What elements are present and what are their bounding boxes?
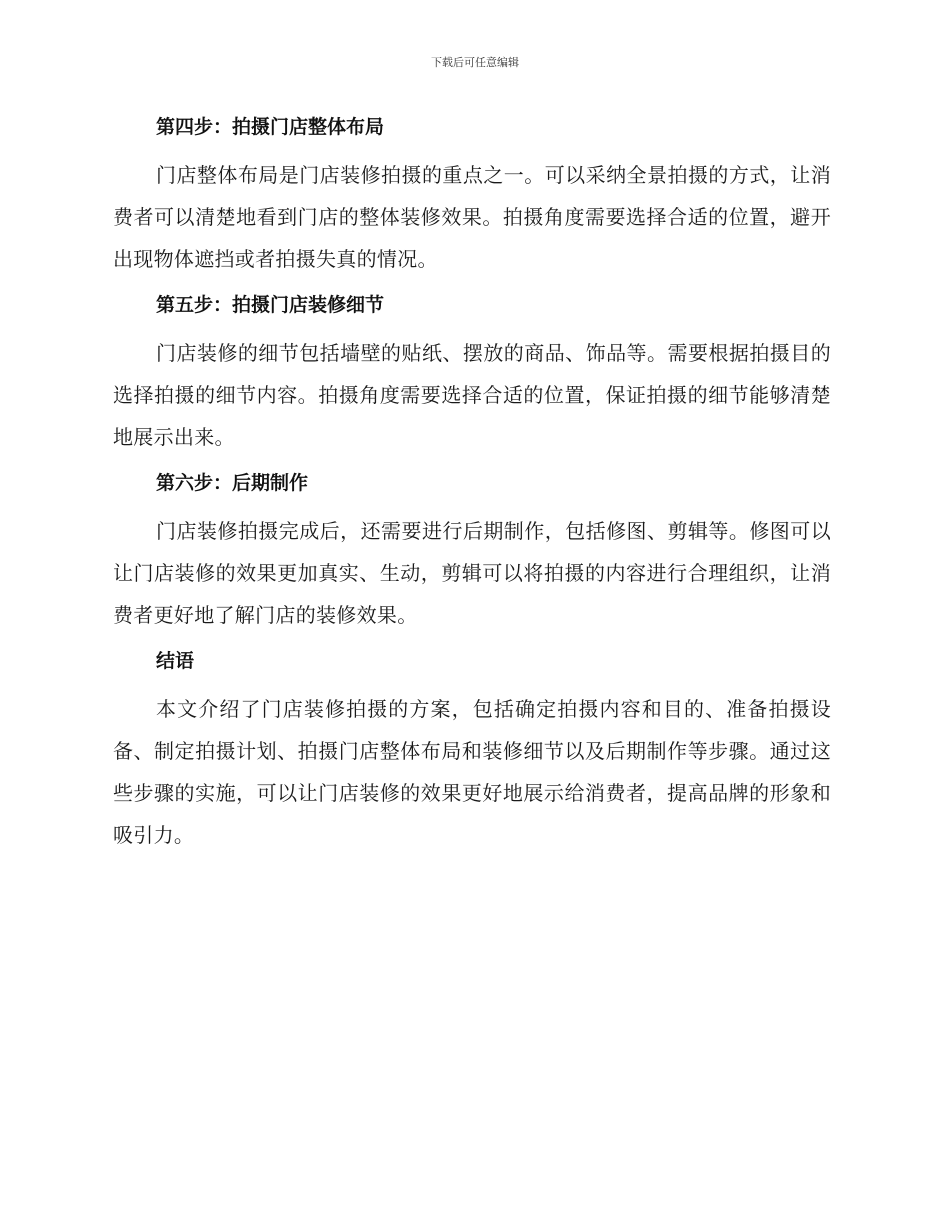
section-paragraph: 本文介绍了门店装修拍摄的方案，包括确定拍摄内容和目的、准备拍摄设备、制定拍摄计划、拍摄门店整体布局和装修细节以及后期制作等步骤。通过这些步骤的实施，可以让门店装修的效果更好地展示给消费者，提高品牌的形象和吸引力。 — [113, 697, 831, 847]
section-conclusion — [113, 642, 831, 856]
page-header-note: 下载后可任意编辑 — [431, 56, 519, 69]
section-heading: 第四步：拍摄门店整体布局 — [156, 116, 385, 138]
section-heading: 第六步：后期制作 — [156, 472, 309, 494]
section-step-four — [113, 108, 831, 280]
section-heading: 结语 — [156, 650, 195, 672]
document-body — [113, 108, 831, 862]
section-paragraph: 门店装修拍摄完成后，还需要进行后期制作，包括修图、剪辑等。修图可以让门店装修的效果更加真实、生动，剪辑可以将拍摄的内容进行合理组织，让消费者更好地了解门店的装修效果。 — [113, 519, 831, 627]
section-paragraph: 门店整体布局是门店装修拍摄的重点之一。可以采纳全景拍摄的方式，让消费者可以清楚地看到门店的整体装修效果。拍摄角度需要选择合适的位置，避开出现物体遮挡或者拍摄失真的情况。 — [113, 163, 831, 271]
section-heading: 第五步：拍摄门店装修细节 — [156, 294, 385, 316]
section-paragraph: 门店装修的细节包括墙壁的贴纸、摆放的商品、饰品等。需要根据拍摄目的选择拍摄的细节内容。拍摄角度需要选择合适的位置，保证拍摄的细节能够清楚地展示出来。 — [113, 341, 831, 449]
section-step-five — [113, 286, 831, 458]
section-step-six — [113, 464, 831, 636]
